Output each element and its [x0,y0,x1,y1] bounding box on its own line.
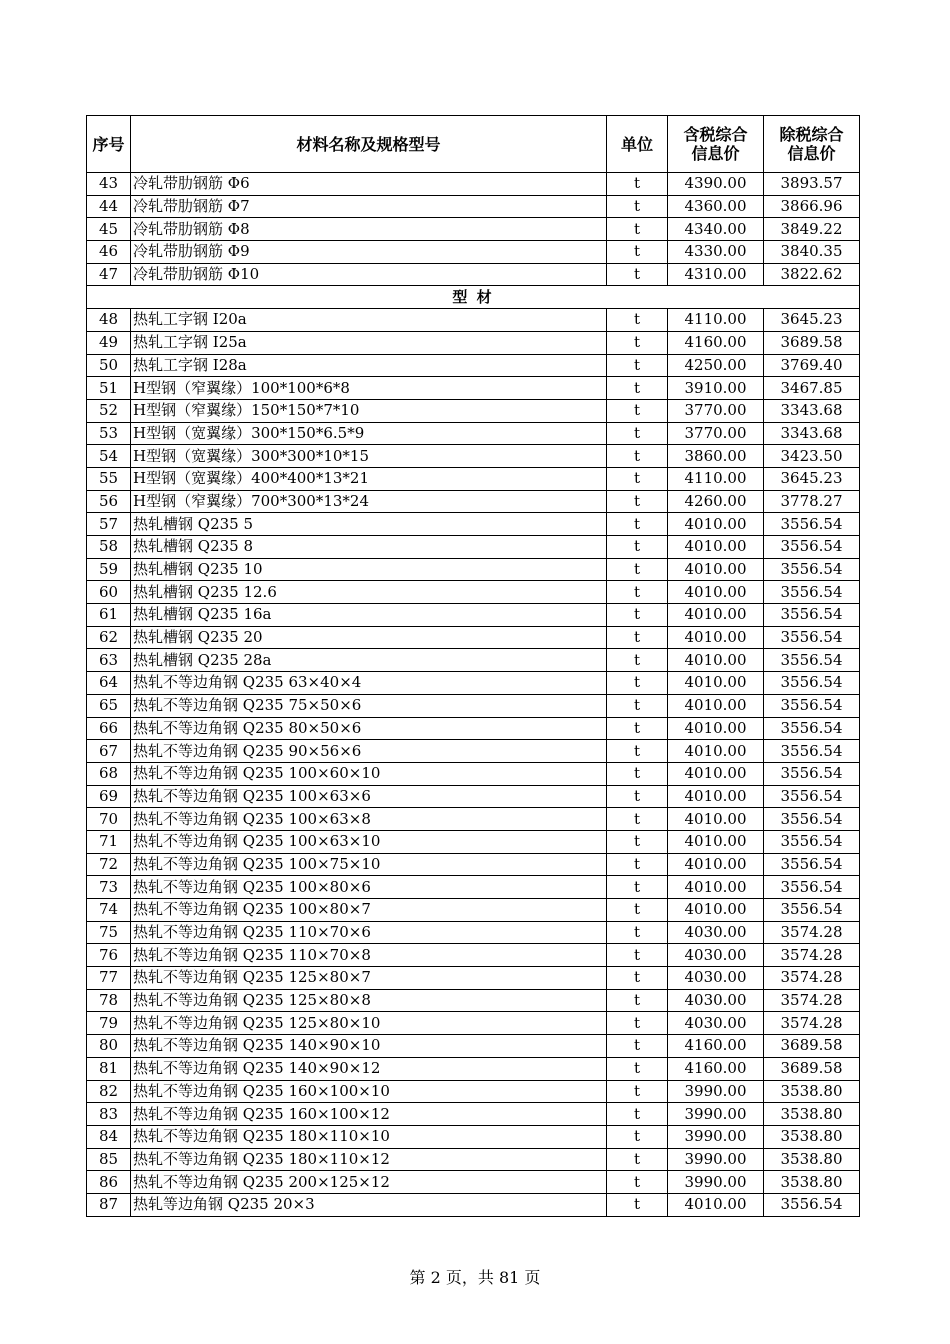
cell-name: 热轧不等边角钢 Q235 200×125×12 [131,1171,607,1194]
cell-unit: t [607,445,668,468]
header-price-tax [668,116,764,173]
cell-price-notax: 3849.22 [764,218,860,241]
table-row [87,717,860,740]
cell-unit: t [607,944,668,967]
cell-unit: t [607,785,668,808]
cell-price-tax: 4160.00 [668,331,764,354]
cell-price-tax: 4010.00 [668,830,764,853]
cell-name: 热轧不等边角钢 Q235 100×63×8 [131,808,607,831]
cell-price-tax: 4030.00 [668,944,764,967]
cell-name: 热轧不等边角钢 Q235 140×90×12 [131,1057,607,1080]
cell-name: 热轧不等边角钢 Q235 80×50×6 [131,717,607,740]
cell-price-tax: 4360.00 [668,195,764,218]
cell-price-tax: 4010.00 [668,808,764,831]
cell-name: 热轧不等边角钢 Q235 100×63×10 [131,830,607,853]
cell-unit: t [607,422,668,445]
cell-price-tax: 3990.00 [668,1148,764,1171]
cell-unit: t [607,1012,668,1035]
cell-no: 52 [87,399,131,422]
cell-price-tax: 4310.00 [668,263,764,286]
cell-unit: t [607,1125,668,1148]
cell-price-tax: 4250.00 [668,354,764,377]
cell-price-tax: 4010.00 [668,1193,764,1216]
cell-price-tax: 4010.00 [668,785,764,808]
cell-no: 77 [87,967,131,990]
cell-price-notax: 3893.57 [764,173,860,196]
cell-price-tax: 4010.00 [668,694,764,717]
cell-no: 59 [87,558,131,581]
table-row [87,1148,860,1171]
table-row [87,830,860,853]
cell-name: 冷轧带肋钢筋 Φ6 [131,173,607,196]
cell-unit: t [607,604,668,627]
cell-price-notax: 3556.54 [764,762,860,785]
cell-price-notax: 3556.54 [764,649,860,672]
cell-unit: t [607,558,668,581]
cell-unit: t [607,876,668,899]
table-row [87,536,860,559]
cell-name: H型钢（窄翼缘）100*100*6*8 [131,377,607,400]
cell-price-notax: 3556.54 [764,853,860,876]
table-row [87,241,860,264]
cell-price-notax: 3538.80 [764,1148,860,1171]
cell-price-tax: 4110.00 [668,309,764,332]
cell-price-notax: 3645.23 [764,467,860,490]
table-row [87,218,860,241]
cell-no: 47 [87,263,131,286]
table-row [87,967,860,990]
header-price-notax-line2: 信息价 [787,144,836,163]
cell-price-notax: 3556.54 [764,672,860,695]
cell-price-notax: 3556.54 [764,717,860,740]
cell-unit: t [607,717,668,740]
cell-no: 44 [87,195,131,218]
table-row [87,558,860,581]
cell-unit: t [607,853,668,876]
cell-name: H型钢（宽翼缘）300*300*10*15 [131,445,607,468]
cell-no: 63 [87,649,131,672]
cell-name: 热轧不等边角钢 Q235 100×80×7 [131,899,607,922]
cell-unit: t [607,740,668,763]
cell-unit: t [607,1057,668,1080]
cell-price-tax: 4340.00 [668,218,764,241]
cell-price-notax: 3840.35 [764,241,860,264]
cell-unit: t [607,354,668,377]
cell-name: H型钢（宽翼缘）400*400*13*21 [131,467,607,490]
table-row [87,762,860,785]
cell-price-tax: 4160.00 [668,1057,764,1080]
cell-price-notax: 3574.28 [764,921,860,944]
header-unit: 单位 [607,116,668,173]
cell-unit: t [607,921,668,944]
cell-name: 热轧不等边角钢 Q235 110×70×6 [131,921,607,944]
cell-price-notax: 3689.58 [764,1057,860,1080]
price-sheet [86,115,860,1217]
table-row [87,422,860,445]
cell-name: 热轧不等边角钢 Q235 160×100×10 [131,1080,607,1103]
cell-name: 热轧不等边角钢 Q235 110×70×8 [131,944,607,967]
cell-no: 53 [87,422,131,445]
cell-price-notax: 3343.68 [764,422,860,445]
cell-price-tax: 3860.00 [668,445,764,468]
cell-price-tax: 4010.00 [668,558,764,581]
cell-name: 热轧不等边角钢 Q235 100×63×6 [131,785,607,808]
cell-price-tax: 4110.00 [668,467,764,490]
cell-no: 55 [87,467,131,490]
cell-name: 热轧不等边角钢 Q235 125×80×8 [131,989,607,1012]
cell-name: 冷轧带肋钢筋 Φ9 [131,241,607,264]
cell-name: H型钢（窄翼缘）700*300*13*24 [131,490,607,513]
cell-price-notax: 3574.28 [764,1012,860,1035]
cell-price-notax: 3822.62 [764,263,860,286]
section-title: 型 材 [87,286,860,309]
cell-price-tax: 4010.00 [668,762,764,785]
cell-no: 58 [87,536,131,559]
cell-no: 48 [87,309,131,332]
cell-name: 热轧不等边角钢 Q235 100×60×10 [131,762,607,785]
cell-no: 50 [87,354,131,377]
table-row [87,490,860,513]
cell-price-tax: 4010.00 [668,899,764,922]
cell-price-notax: 3556.54 [764,740,860,763]
cell-unit: t [607,399,668,422]
cell-price-tax: 4030.00 [668,989,764,1012]
header-price-tax-line1: 含税综合 [683,125,748,144]
cell-unit: t [607,694,668,717]
table-row [87,1012,860,1035]
cell-unit: t [607,989,668,1012]
cell-name: 热轧工字钢 I20a [131,309,607,332]
cell-name: 热轧不等边角钢 Q235 90×56×6 [131,740,607,763]
cell-price-tax: 4010.00 [668,604,764,627]
cell-name: 热轧等边角钢 Q235 20×3 [131,1193,607,1216]
cell-price-notax: 3556.54 [764,558,860,581]
cell-name: 热轧不等边角钢 Q235 125×80×10 [131,1012,607,1035]
cell-no: 43 [87,173,131,196]
cell-price-notax: 3574.28 [764,944,860,967]
table-row [87,331,860,354]
cell-price-tax: 4030.00 [668,967,764,990]
cell-unit: t [607,672,668,695]
cell-price-tax: 4010.00 [668,513,764,536]
table-row [87,785,860,808]
cell-unit: t [607,967,668,990]
cell-no: 80 [87,1035,131,1058]
cell-name: 热轧槽钢 Q235 16a [131,604,607,627]
price-table [86,115,860,1217]
cell-price-tax: 4010.00 [668,717,764,740]
cell-no: 67 [87,740,131,763]
cell-no: 56 [87,490,131,513]
table-row [87,445,860,468]
header-price-tax-line2: 信息价 [691,144,740,163]
cell-price-notax: 3689.58 [764,1035,860,1058]
cell-no: 69 [87,785,131,808]
cell-unit: t [607,536,668,559]
cell-price-notax: 3423.50 [764,445,860,468]
cell-unit: t [607,1103,668,1126]
cell-price-notax: 3689.58 [764,331,860,354]
cell-price-tax: 3770.00 [668,422,764,445]
cell-no: 72 [87,853,131,876]
cell-unit: t [607,1080,668,1103]
cell-no: 85 [87,1148,131,1171]
cell-unit: t [607,309,668,332]
cell-price-tax: 4010.00 [668,536,764,559]
cell-price-notax: 3556.54 [764,1193,860,1216]
table-row [87,513,860,536]
cell-price-tax: 3990.00 [668,1125,764,1148]
section-row [87,286,860,309]
table-row [87,944,860,967]
cell-price-tax: 4010.00 [668,876,764,899]
cell-price-notax: 3538.80 [764,1103,860,1126]
cell-no: 64 [87,672,131,695]
cell-price-notax: 3538.80 [764,1080,860,1103]
table-row [87,876,860,899]
cell-price-notax: 3556.54 [764,808,860,831]
table-row [87,626,860,649]
cell-price-tax: 4010.00 [668,581,764,604]
cell-price-notax: 3467.85 [764,377,860,400]
cell-price-tax: 3910.00 [668,377,764,400]
cell-unit: t [607,1148,668,1171]
table-row [87,672,860,695]
cell-price-tax: 3770.00 [668,399,764,422]
cell-price-notax: 3866.96 [764,195,860,218]
table-row [87,649,860,672]
cell-unit: t [607,490,668,513]
table-row [87,195,860,218]
cell-unit: t [607,467,668,490]
cell-unit: t [607,762,668,785]
table-row [87,309,860,332]
table-row [87,377,860,400]
cell-price-notax: 3556.54 [764,513,860,536]
table-row [87,1171,860,1194]
cell-name: 热轧不等边角钢 Q235 140×90×10 [131,1035,607,1058]
header-price-notax [764,116,860,173]
cell-name: 热轧工字钢 I25a [131,331,607,354]
cell-no: 87 [87,1193,131,1216]
cell-name: 热轧槽钢 Q235 12.6 [131,581,607,604]
cell-price-notax: 3556.54 [764,899,860,922]
cell-name: 热轧槽钢 Q235 28a [131,649,607,672]
cell-no: 68 [87,762,131,785]
cell-no: 82 [87,1080,131,1103]
cell-no: 79 [87,1012,131,1035]
table-row [87,899,860,922]
cell-no: 78 [87,989,131,1012]
cell-unit: t [607,241,668,264]
cell-no: 76 [87,944,131,967]
table-row [87,1080,860,1103]
table-row [87,581,860,604]
cell-price-notax: 3556.54 [764,581,860,604]
cell-unit: t [607,649,668,672]
header-price-notax-line1: 除税综合 [779,125,844,144]
table-row [87,1057,860,1080]
header-name: 材料名称及规格型号 [131,116,607,173]
table-row [87,921,860,944]
table-row [87,1103,860,1126]
cell-unit: t [607,626,668,649]
cell-price-tax: 4030.00 [668,921,764,944]
cell-name: 冷轧带肋钢筋 Φ10 [131,263,607,286]
cell-name: 热轧不等边角钢 Q235 180×110×10 [131,1125,607,1148]
cell-price-notax: 3778.27 [764,490,860,513]
table-row [87,399,860,422]
table-row [87,1193,860,1216]
table-row [87,1035,860,1058]
cell-price-notax: 3556.54 [764,694,860,717]
cell-name: 冷轧带肋钢筋 Φ8 [131,218,607,241]
cell-name: 热轧不等边角钢 Q235 180×110×12 [131,1148,607,1171]
cell-name: 热轧工字钢 I28a [131,354,607,377]
cell-no: 51 [87,377,131,400]
cell-name: 热轧不等边角钢 Q235 125×80×7 [131,967,607,990]
cell-unit: t [607,263,668,286]
cell-price-tax: 3990.00 [668,1171,764,1194]
cell-price-tax: 4010.00 [668,672,764,695]
cell-price-tax: 4010.00 [668,853,764,876]
rows-bottom [87,309,860,1217]
table-row [87,354,860,377]
cell-no: 75 [87,921,131,944]
cell-no: 73 [87,876,131,899]
cell-price-notax: 3574.28 [764,967,860,990]
cell-unit: t [607,513,668,536]
table-row [87,173,860,196]
cell-unit: t [607,1035,668,1058]
cell-name: 热轧不等边角钢 Q235 160×100×12 [131,1103,607,1126]
cell-price-tax: 3990.00 [668,1103,764,1126]
cell-no: 49 [87,331,131,354]
cell-price-tax: 4010.00 [668,649,764,672]
cell-no: 61 [87,604,131,627]
cell-price-notax: 3556.54 [764,876,860,899]
cell-no: 83 [87,1103,131,1126]
cell-unit: t [607,195,668,218]
table-row [87,989,860,1012]
page-footer: 第 2 页，共 81 页 [409,1268,541,1287]
table-row [87,853,860,876]
cell-price-notax: 3556.54 [764,604,860,627]
header-row [87,116,860,173]
cell-unit: t [607,1171,668,1194]
table-row [87,263,860,286]
table-row [87,740,860,763]
cell-unit: t [607,899,668,922]
cell-no: 71 [87,830,131,853]
cell-price-notax: 3538.80 [764,1171,860,1194]
cell-price-tax: 4030.00 [668,1012,764,1035]
cell-no: 81 [87,1057,131,1080]
cell-no: 57 [87,513,131,536]
cell-no: 60 [87,581,131,604]
cell-unit: t [607,581,668,604]
rows-top [87,173,860,286]
table-row [87,604,860,627]
cell-price-notax: 3645.23 [764,309,860,332]
cell-no: 62 [87,626,131,649]
cell-name: 热轧不等边角钢 Q235 75×50×6 [131,694,607,717]
cell-name: 热轧槽钢 Q235 20 [131,626,607,649]
cell-name: 热轧槽钢 Q235 10 [131,558,607,581]
cell-unit: t [607,1193,668,1216]
cell-name: 热轧不等边角钢 Q235 100×80×6 [131,876,607,899]
cell-name: 热轧槽钢 Q235 8 [131,536,607,559]
cell-name: H型钢（宽翼缘）300*150*6.5*9 [131,422,607,445]
cell-price-notax: 3556.54 [764,785,860,808]
cell-no: 54 [87,445,131,468]
cell-no: 86 [87,1171,131,1194]
cell-no: 65 [87,694,131,717]
table-row [87,1125,860,1148]
table-row [87,694,860,717]
cell-name: 热轧不等边角钢 Q235 63×40×4 [131,672,607,695]
cell-no: 84 [87,1125,131,1148]
header-no: 序号 [87,116,131,173]
cell-price-tax: 4390.00 [668,173,764,196]
cell-price-tax: 4160.00 [668,1035,764,1058]
cell-no: 45 [87,218,131,241]
cell-name: 热轧槽钢 Q235 5 [131,513,607,536]
cell-no: 46 [87,241,131,264]
cell-unit: t [607,377,668,400]
cell-price-notax: 3556.54 [764,626,860,649]
cell-name: H型钢（窄翼缘）150*150*7*10 [131,399,607,422]
cell-unit: t [607,331,668,354]
cell-price-notax: 3556.54 [764,830,860,853]
cell-price-tax: 4260.00 [668,490,764,513]
cell-unit: t [607,218,668,241]
cell-unit: t [607,830,668,853]
cell-unit: t [607,173,668,196]
cell-price-notax: 3538.80 [764,1125,860,1148]
cell-no: 70 [87,808,131,831]
cell-price-notax: 3574.28 [764,989,860,1012]
cell-no: 66 [87,717,131,740]
cell-no: 74 [87,899,131,922]
cell-price-notax: 3556.54 [764,536,860,559]
table-row [87,467,860,490]
cell-name: 热轧不等边角钢 Q235 100×75×10 [131,853,607,876]
cell-price-tax: 3990.00 [668,1080,764,1103]
cell-price-tax: 4010.00 [668,740,764,763]
cell-price-notax: 3769.40 [764,354,860,377]
cell-name: 冷轧带肋钢筋 Φ7 [131,195,607,218]
section-group [87,286,860,309]
cell-price-tax: 4330.00 [668,241,764,264]
cell-price-notax: 3343.68 [764,399,860,422]
cell-unit: t [607,808,668,831]
table-row [87,808,860,831]
cell-price-tax: 4010.00 [668,626,764,649]
